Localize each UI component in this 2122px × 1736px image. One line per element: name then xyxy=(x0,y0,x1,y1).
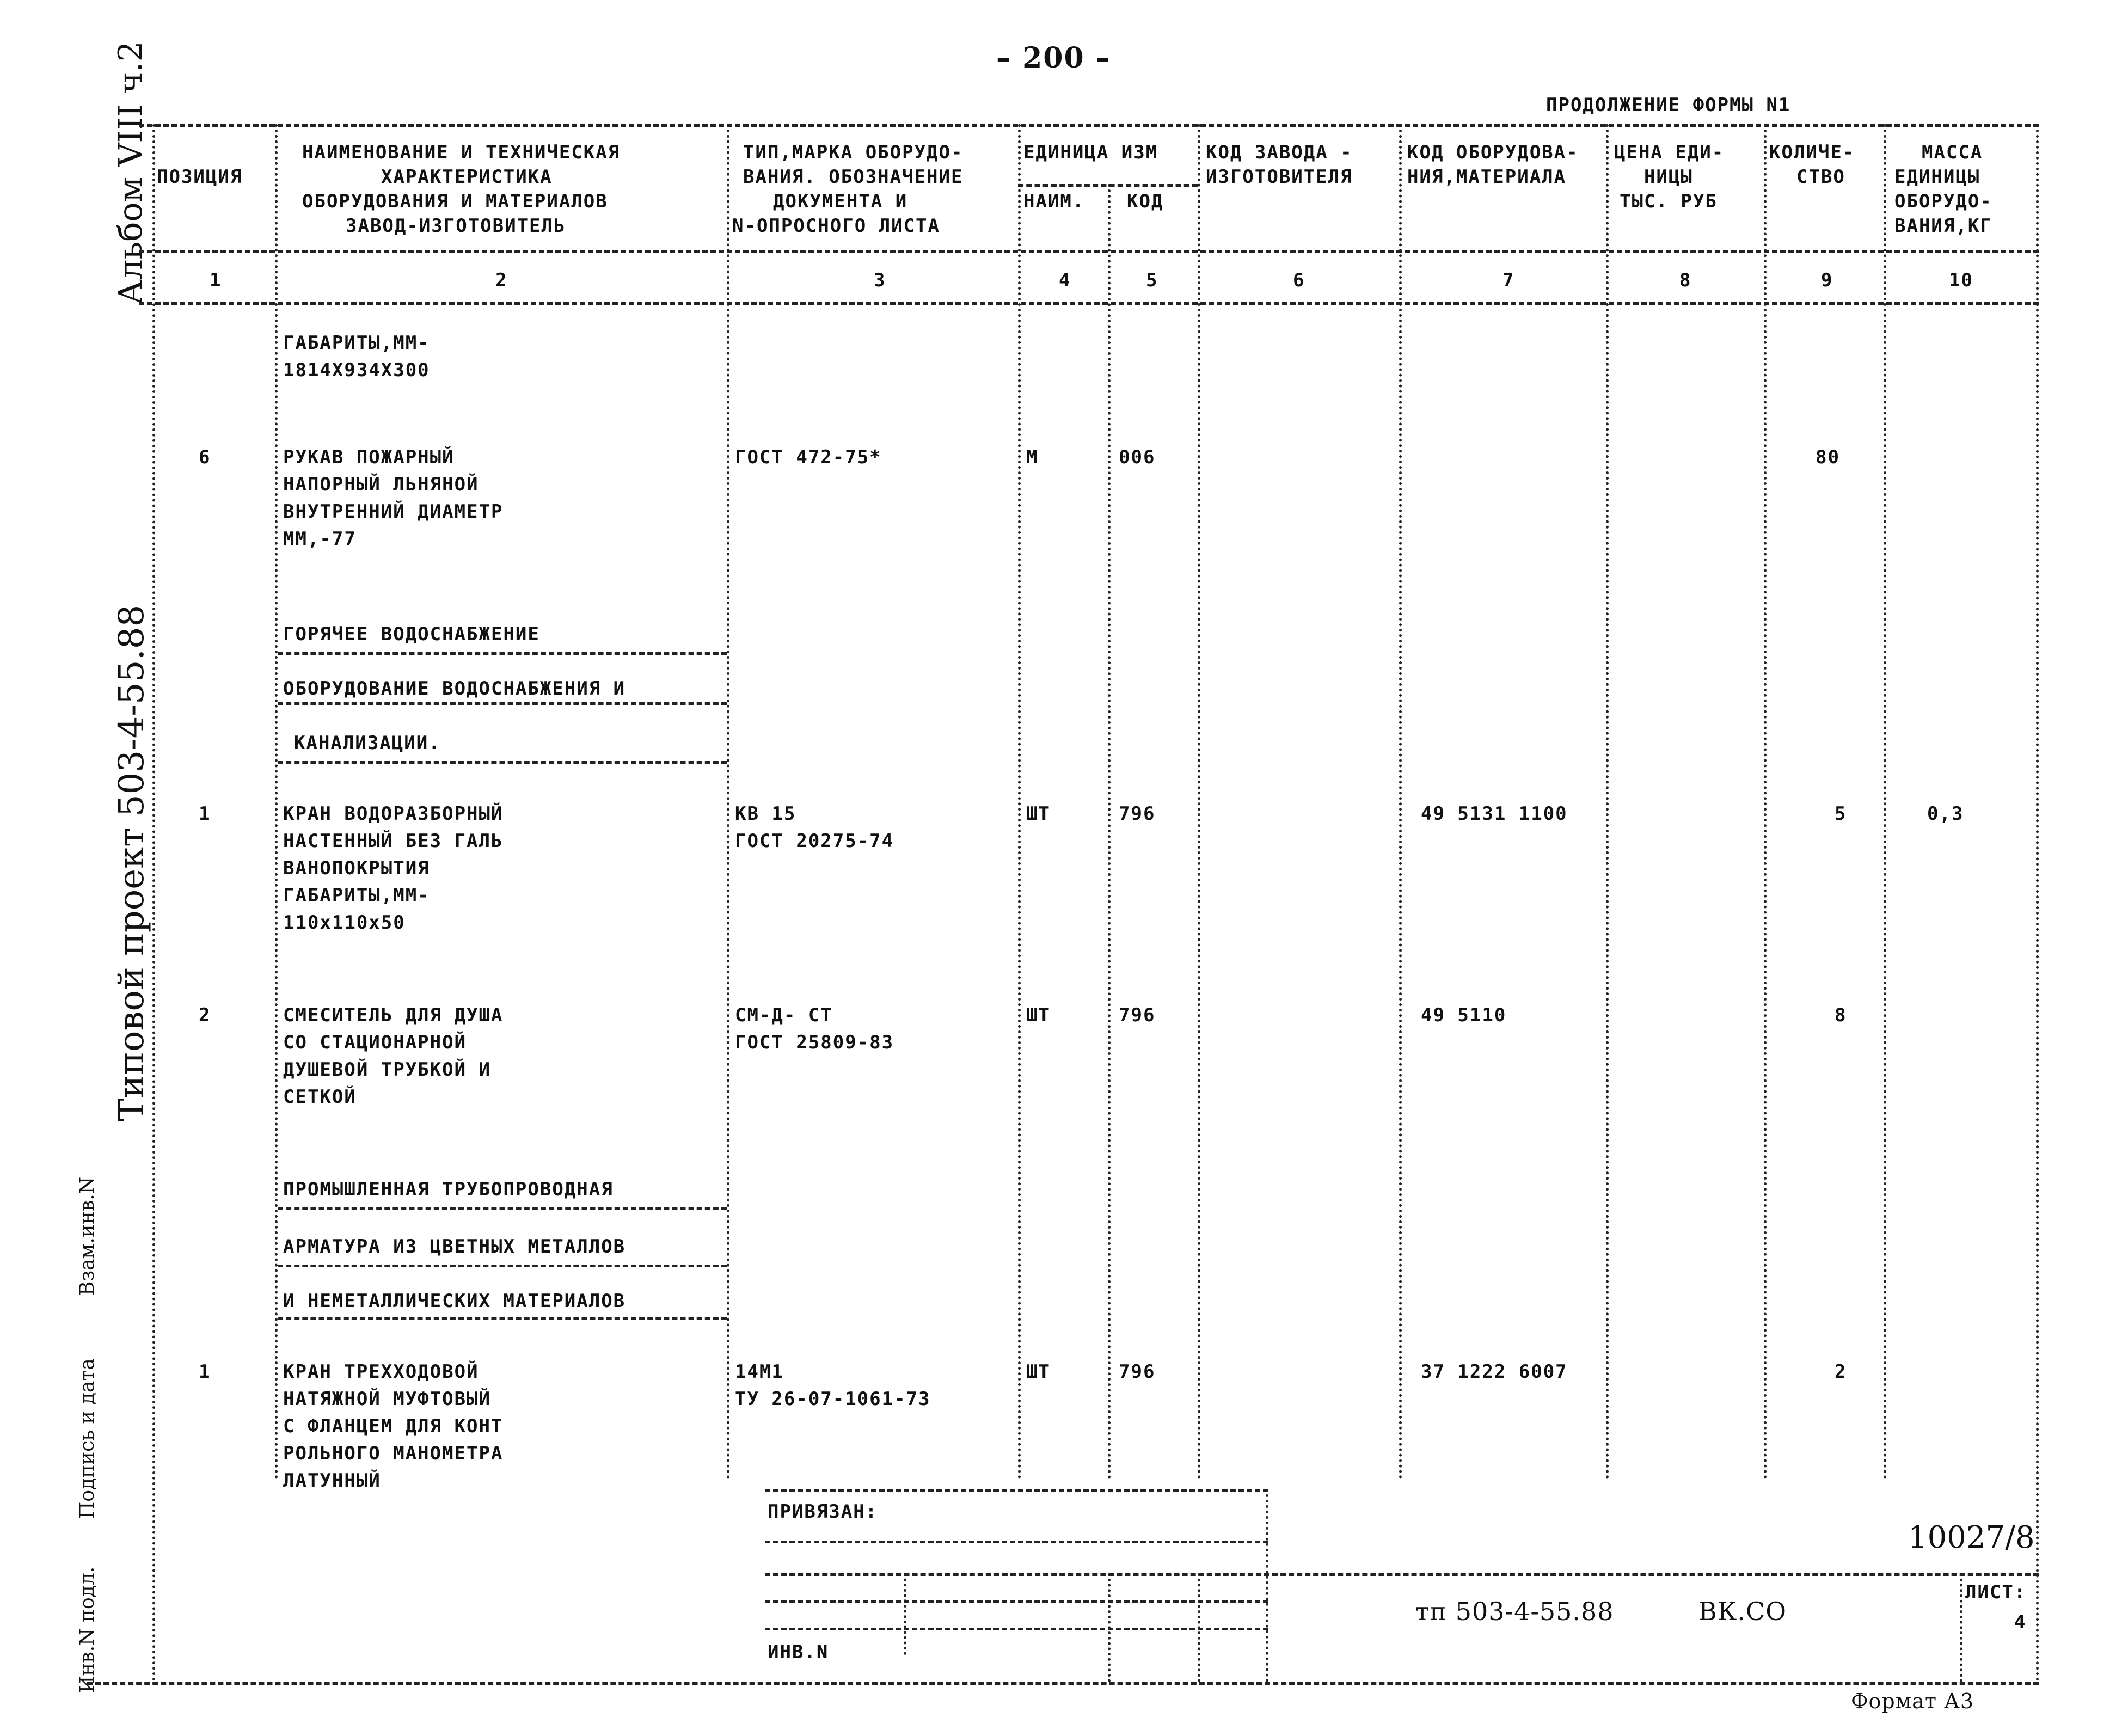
row-type: ГОСТ 472-75* xyxy=(735,446,882,468)
row-unit: ШТ xyxy=(1026,1361,1051,1383)
header-unit-code: КОД xyxy=(1127,191,1164,212)
row-name-line: СЕТКОЙ xyxy=(283,1086,357,1108)
row-mass: 0,3 xyxy=(1927,803,1964,825)
section-title: КАНАЛИЗАЦИИ. xyxy=(294,732,441,754)
col-number: 10 xyxy=(1949,269,1973,291)
section-line xyxy=(278,1265,727,1267)
row-name-line: РОЛЬНОГО МАНОМЕТРА xyxy=(283,1443,504,1464)
stamp-line xyxy=(765,1489,1268,1492)
col-number: 5 xyxy=(1146,269,1158,291)
stamp-sheet-number: 4 xyxy=(2014,1611,2027,1633)
col-number: 6 xyxy=(1293,269,1305,291)
header-name-2: ХАРАКТЕРИСТИКА xyxy=(381,166,553,188)
stamp-inv-original: Инв.N подл. xyxy=(76,1566,99,1693)
stamp-line xyxy=(765,1628,1268,1630)
col-sep xyxy=(1884,124,1886,1480)
header-type-4: N-ОПРОСНОГО ЛИСТА xyxy=(732,215,940,237)
stamp-document: тп 503-4-55.88 xyxy=(1415,1597,1614,1626)
header-name-1: НАИМЕНОВАНИЕ И ТЕХНИЧЕСКАЯ xyxy=(302,142,621,163)
stamp-replace-inv: Взам.инв.N xyxy=(76,1176,99,1296)
section-line xyxy=(278,652,727,655)
col-sep xyxy=(1606,124,1609,1480)
header-mass-4: ВАНИЯ,КГ xyxy=(1894,215,1992,237)
row-name-line: 110х110х50 xyxy=(283,912,406,934)
stamp-format: Формат А3 xyxy=(1851,1689,1974,1713)
col-number: 9 xyxy=(1821,269,1833,291)
header-qty-2: СТВО xyxy=(1796,166,1845,188)
col-sep xyxy=(1018,124,1021,1480)
row-position: 1 xyxy=(199,803,211,825)
section-line xyxy=(278,1207,727,1210)
row-position: 2 xyxy=(199,1004,211,1026)
stamp-sep xyxy=(1108,1573,1111,1682)
continuation-title: ПРОДОЛЖЕНИЕ ФОРМЫ N1 xyxy=(1546,94,1791,116)
header-unit-name: НАИМ. xyxy=(1023,191,1085,212)
section-title: АРМАТУРА ИЗ ЦВЕТНЫХ МЕТАЛЛОВ xyxy=(283,1236,626,1257)
stamp-reference: 10027/8 xyxy=(1908,1520,2035,1555)
row-name-line: ВАНОПОКРЫТИЯ xyxy=(283,857,430,879)
row-quantity: 80 xyxy=(1816,446,1840,468)
row-equipment-code: 49 5131 1100 xyxy=(1421,803,1568,825)
row-name-line: ВНУТРЕННИЙ ДИАМЕТР xyxy=(283,501,504,523)
row-name-line: 1814Х934Х300 xyxy=(283,359,430,381)
row-name-line: НАСТЕННЫЙ БЕЗ ГАЛЬ xyxy=(283,830,504,852)
col-number: 3 xyxy=(874,269,886,291)
album-label: Альбом VIII ч.2 xyxy=(112,41,150,305)
header-qty-1: КОЛИЧЕ- xyxy=(1769,142,1855,163)
header-equip-code-1: КОД ОБОРУДОВА- xyxy=(1407,142,1579,163)
header-mass-1: МАССА xyxy=(1922,142,1983,163)
row-name-line: ГАБАРИТЫ,ММ- xyxy=(283,332,430,354)
header-type-3: ДОКУМЕНТА И xyxy=(773,191,908,212)
col-sep xyxy=(1399,124,1402,1480)
stamp-line xyxy=(765,1541,1268,1543)
col-sep xyxy=(1764,124,1767,1480)
section-title: И НЕМЕТАЛЛИЧЕСКИХ МАТЕРИАЛОВ xyxy=(283,1290,626,1312)
section-line xyxy=(278,702,727,705)
row-position: 6 xyxy=(199,446,211,468)
header-name-4: ЗАВОД-ИЗГОТОВИТЕЛЬ xyxy=(346,215,566,237)
row-name-line: КРАН ТРЕХХОДОВОЙ xyxy=(283,1361,479,1383)
row-name-line: ДУШЕВОЙ ТРУБКОЙ И xyxy=(283,1059,491,1081)
row-quantity: 2 xyxy=(1835,1361,1847,1383)
row-type: ГОСТ 20275-74 xyxy=(735,830,894,852)
row-equipment-code: 49 5110 xyxy=(1421,1004,1507,1026)
header-position: ПОЗИЦИЯ xyxy=(157,166,243,188)
header-mass-2: ЕДИНИЦЫ xyxy=(1894,166,1980,188)
col-sep xyxy=(152,124,155,1682)
row-name-line: КРАН ВОДОРАЗБОРНЫЙ xyxy=(283,803,504,825)
row-position: 1 xyxy=(199,1361,211,1383)
page-number: – 200 – xyxy=(996,41,1111,75)
header-bottom-line xyxy=(139,250,2039,253)
colnum-bottom-line xyxy=(139,302,2039,305)
row-equipment-code: 37 1222 6007 xyxy=(1421,1361,1568,1383)
row-name-line: НАПОРНЫЙ ЛЬНЯНОЙ xyxy=(283,474,479,495)
header-mass-3: ОБОРУДО- xyxy=(1894,191,1992,212)
section-title: ГОРЯЧЕЕ ВОДОСНАБЖЕНИЕ xyxy=(283,623,540,645)
stamp-privyazan: ПРИВЯЗАН: xyxy=(768,1501,878,1523)
header-name-3: ОБОРУДОВАНИЯ И МАТЕРИАЛОВ xyxy=(302,191,608,212)
row-name-line: СО СТАЦИОНАРНОЙ xyxy=(283,1032,467,1053)
header-price-3: ТЫС. РУБ xyxy=(1620,191,1718,212)
row-unit: М xyxy=(1026,446,1039,468)
row-type: СМ-Д- СТ xyxy=(735,1004,833,1026)
header-factory-code-2: ИЗГОТОВИТЕЛЯ xyxy=(1206,166,1353,188)
col-sep xyxy=(1198,124,1200,1480)
row-quantity: 8 xyxy=(1835,1004,1847,1026)
row-name-line: НАТЯЖНОЙ МУФТОВЫЙ xyxy=(283,1388,491,1410)
row-unit-code: 006 xyxy=(1119,446,1156,468)
row-name-line: С ФЛАНЦЕМ ДЛЯ КОНТ xyxy=(283,1415,504,1437)
stamp-sep xyxy=(1198,1573,1200,1682)
stamp-inv-number: ИНВ.N xyxy=(768,1641,829,1663)
row-type: ТУ 26-07-1061-73 xyxy=(735,1388,931,1410)
row-quantity: 5 xyxy=(1835,803,1847,825)
stamp-line xyxy=(765,1573,2039,1576)
col-number: 8 xyxy=(1679,269,1692,291)
row-type: КВ 15 xyxy=(735,803,796,825)
row-name-line: ЛАТУННЫЙ xyxy=(283,1470,381,1492)
row-unit: ШТ xyxy=(1026,803,1051,825)
section-title: ПРОМЫШЛЕННАЯ ТРУБОПРОВОДНАЯ xyxy=(283,1179,614,1200)
col-number: 2 xyxy=(495,269,508,291)
header-type-1: ТИП,МАРКА ОБОРУДО- xyxy=(743,142,964,163)
stamp-sep xyxy=(1266,1489,1268,1682)
col-sep xyxy=(727,124,729,1480)
header-price-2: НИЦЫ xyxy=(1644,166,1693,188)
stamp-sep xyxy=(904,1573,906,1655)
row-unit-code: 796 xyxy=(1119,1361,1156,1383)
row-type: 14М1 xyxy=(735,1361,784,1383)
stamp-sep xyxy=(1960,1573,1962,1682)
row-name-line: ГАБАРИТЫ,ММ- xyxy=(283,885,430,906)
header-unit: ЕДИНИЦА ИЗМ xyxy=(1023,142,1158,163)
header-equip-code-2: НИЯ,МАТЕРИАЛА xyxy=(1407,166,1567,188)
frame-top-line xyxy=(139,124,2039,127)
col-number: 4 xyxy=(1059,269,1071,291)
row-unit: ШТ xyxy=(1026,1004,1051,1026)
row-unit-code: 796 xyxy=(1119,1004,1156,1026)
stamp-signature-date: Подпись и дата xyxy=(76,1358,99,1519)
project-label: Типовой проект 503-4-55.88 xyxy=(112,604,152,1121)
section-line xyxy=(278,761,727,764)
section-line xyxy=(278,1317,727,1320)
header-type-2: ВАНИЯ. ОБОЗНАЧЕНИЕ xyxy=(743,166,964,188)
stamp-sheet-label: ЛИСТ: xyxy=(1965,1581,2027,1603)
stamp-line xyxy=(765,1600,1268,1603)
row-name-line: СМЕСИТЕЛЬ ДЛЯ ДУША xyxy=(283,1004,504,1026)
stamp-mark: ВК.СО xyxy=(1698,1597,1787,1626)
col-number: 7 xyxy=(1502,269,1515,291)
section-title: ОБОРУДОВАНИЕ ВОДОСНАБЖЕНИЯ И xyxy=(283,678,626,700)
row-type: ГОСТ 25809-83 xyxy=(735,1032,894,1053)
frame-bottom-line xyxy=(87,1682,2039,1685)
col-sep xyxy=(1108,184,1111,1480)
row-unit-code: 796 xyxy=(1119,803,1156,825)
row-name-line: ММ,-77 xyxy=(283,528,357,550)
row-name-line: РУКАВ ПОЖАРНЫЙ xyxy=(283,446,455,468)
col-sep xyxy=(275,124,278,1480)
col-sep xyxy=(2036,124,2039,1682)
header-price-1: ЦЕНА ЕДИ- xyxy=(1614,142,1725,163)
header-factory-code-1: КОД ЗАВОДА - xyxy=(1206,142,1353,163)
col-number: 1 xyxy=(210,269,222,291)
